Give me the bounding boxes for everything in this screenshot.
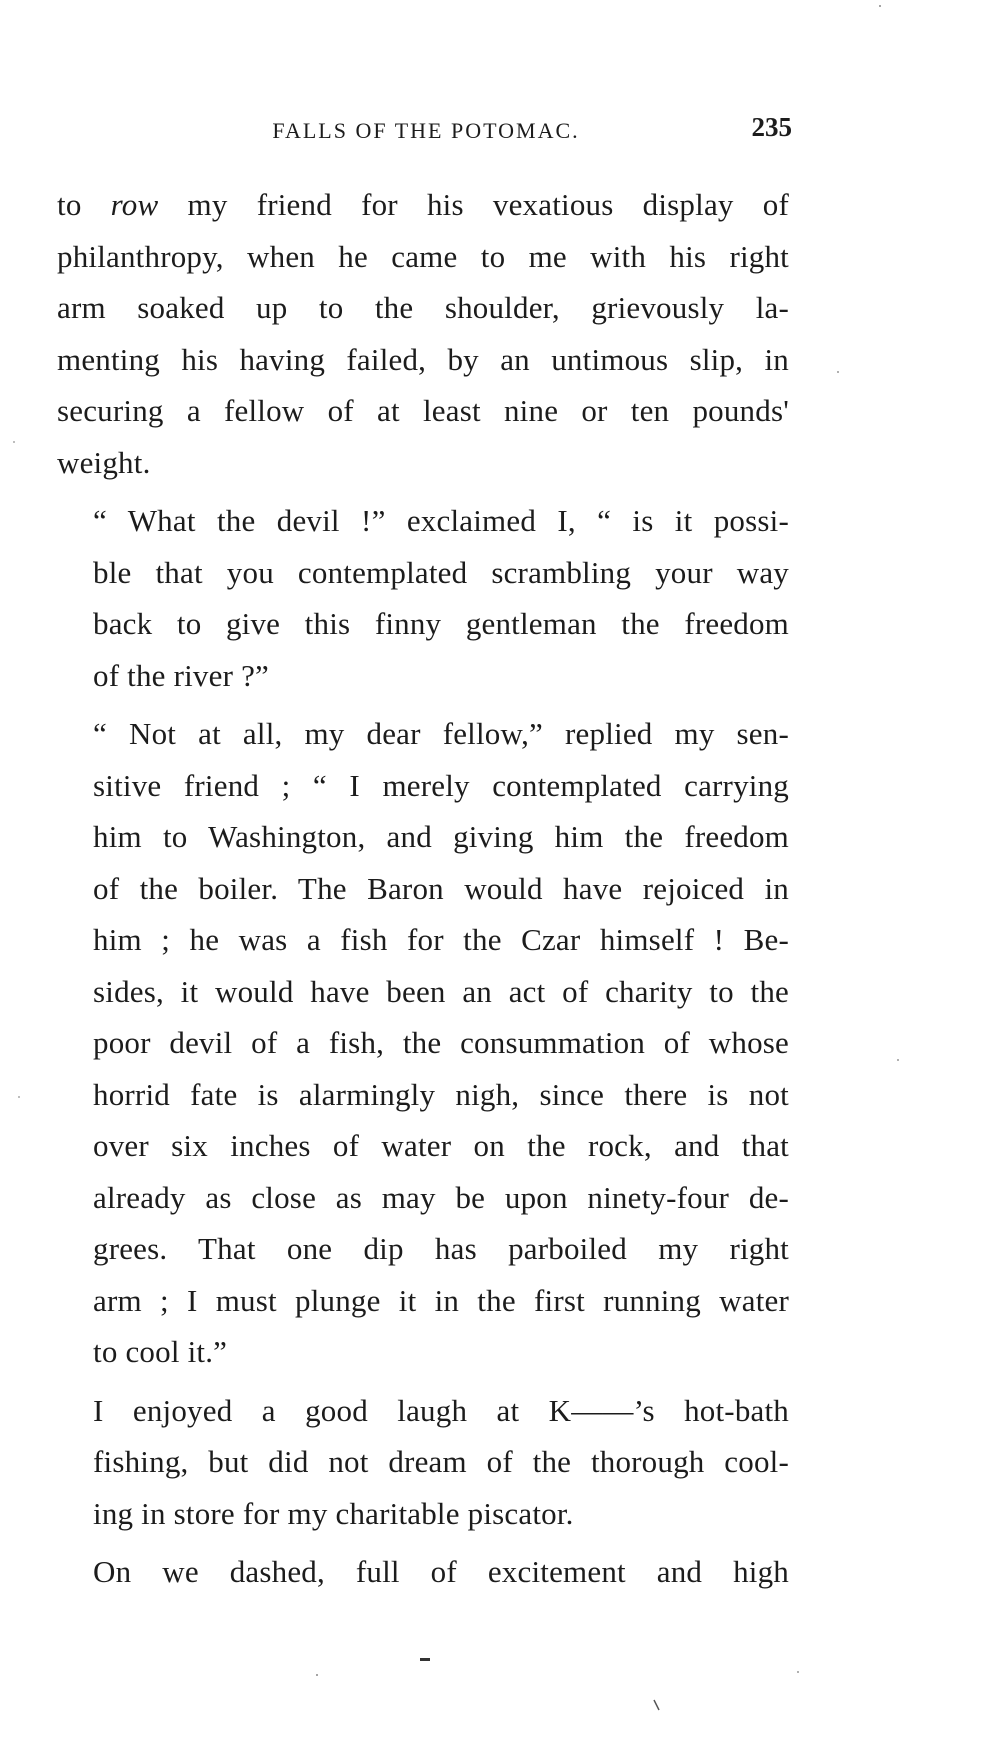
- text-line: sitive friend ; “ I merely contemplated carrying: [93, 767, 789, 803]
- text-line: “ Not at all, my dear fellow,” replied my sen-: [93, 716, 789, 751]
- line-rest: my friend for his vexatious display of: [187, 187, 789, 222]
- running-head-title: FALLS OF THE POTOMAC.: [272, 118, 580, 143]
- text-line: grees. That one dip has parboiled my right: [93, 1231, 789, 1266]
- text-line: horrid fate is alarmingly nigh, since there is not: [93, 1076, 789, 1112]
- text-line: ing in store for my charitable piscator.: [93, 1495, 574, 1531]
- text-line: ble that you contemplated scrambling your way: [93, 554, 789, 590]
- text-line: arm ; I must plunge it in the first running water: [93, 1282, 789, 1318]
- speck: [797, 1671, 799, 1673]
- text-line: to cool it.”: [93, 1334, 228, 1369]
- speck: [879, 5, 881, 7]
- speck: [316, 1674, 318, 1676]
- text-line: securing a fellow of at least nine or ten pounds': [57, 393, 789, 428]
- speck: [897, 1059, 899, 1061]
- speck: [420, 1658, 430, 1661]
- text-line: [57, 179, 789, 231]
- paragraph-4: [57, 1385, 789, 1540]
- text-line: already as close as may be upon ninety-four de-: [93, 1179, 789, 1215]
- paragraph-1: [57, 179, 789, 488]
- text-line: arm soaked up to the shoulder, grievously la-: [57, 290, 789, 325]
- text-line: poor devil of a fish, the consummation of whose: [93, 1025, 789, 1060]
- text-line: weight.: [57, 444, 151, 480]
- speck: [837, 371, 839, 373]
- line-word: to: [57, 187, 82, 222]
- text-line: of the boiler. The Baron would have rejoiced in: [93, 870, 789, 906]
- paragraph-2: [57, 495, 789, 701]
- text-line: him ; he was a fish for the Czar himself ! Be-: [93, 922, 789, 957]
- running-head: [56, 112, 796, 152]
- text-line: fishing, but did not dream of the thorough cool-: [93, 1444, 789, 1479]
- paragraph-5: [57, 1546, 789, 1598]
- paragraph-3: [57, 708, 789, 1378]
- text-line: menting his having failed, by an untimous slip, in: [57, 341, 789, 377]
- text-line: back to give this finny gentleman the freedom: [93, 606, 789, 641]
- text-line: “ What the devil !” exclaimed I, “ is it possi-: [93, 503, 789, 538]
- speck: [18, 1096, 20, 1098]
- text-line: over six inches of water on the rock, and that: [93, 1128, 789, 1163]
- speck: [13, 441, 15, 443]
- italic-word-row: row: [110, 187, 159, 222]
- page-number: 235: [751, 112, 792, 142]
- text-line: I enjoyed a good laugh at K——’s hot-bath: [93, 1392, 789, 1428]
- text-line: On we dashed, full of excitement and high: [93, 1554, 789, 1589]
- text-line: him to Washington, and giving him the freedom: [93, 819, 789, 854]
- speck: [654, 1700, 659, 1710]
- text-line: of the river ?”: [93, 657, 269, 693]
- text-line: sides, it would have been an act of charity to the: [93, 973, 789, 1009]
- text-line: philanthropy, when he came to me with his right: [57, 238, 789, 274]
- body-text: [57, 179, 789, 1598]
